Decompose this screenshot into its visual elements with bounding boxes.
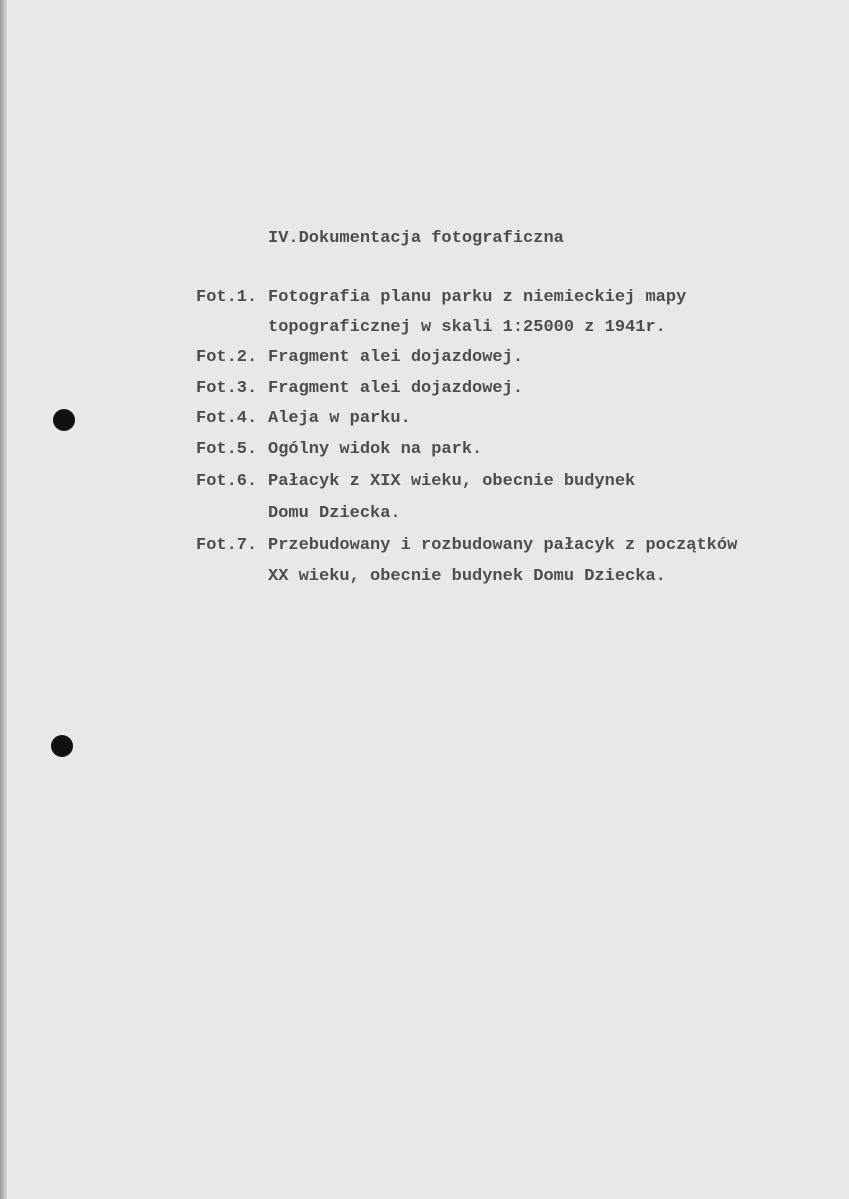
item-text: Fotografia planu parku z niemieckiej mapy — [268, 288, 687, 307]
item-text: Domu Dziecka. — [268, 504, 401, 523]
item-text: Ogólny widok na park. — [268, 440, 483, 459]
item-text: Pałacyk z XIX wieku, obecnie budynek — [268, 472, 636, 491]
item-label: Fot.7. — [196, 536, 258, 555]
item-text: topograficznej w skali 1:25000 z 1941r. — [268, 318, 666, 337]
item-label: Fot.3. — [196, 379, 258, 398]
item-label: Fot.1. — [196, 288, 258, 307]
punch-hole — [53, 409, 75, 431]
item-text: XX wieku, obecnie budynek Domu Dziecka. — [268, 567, 666, 586]
item-text: Przebudowany i rozbudowany pałacyk z początków — [268, 536, 738, 555]
item-text: Fragment alei dojazdowej. — [268, 348, 524, 367]
item-text: Aleja w parku. — [268, 409, 411, 428]
item-label: Fot.5. — [196, 440, 258, 459]
section-title: IV.Dokumentacja fotograficzna — [268, 229, 564, 248]
item-text: Fragment alei dojazdowej. — [268, 379, 524, 398]
page-edge-shadow — [0, 0, 7, 1199]
item-label: Fot.2. — [196, 348, 258, 367]
item-label: Fot.6. — [196, 472, 258, 491]
punch-hole — [51, 735, 73, 757]
item-label: Fot.4. — [196, 409, 258, 428]
